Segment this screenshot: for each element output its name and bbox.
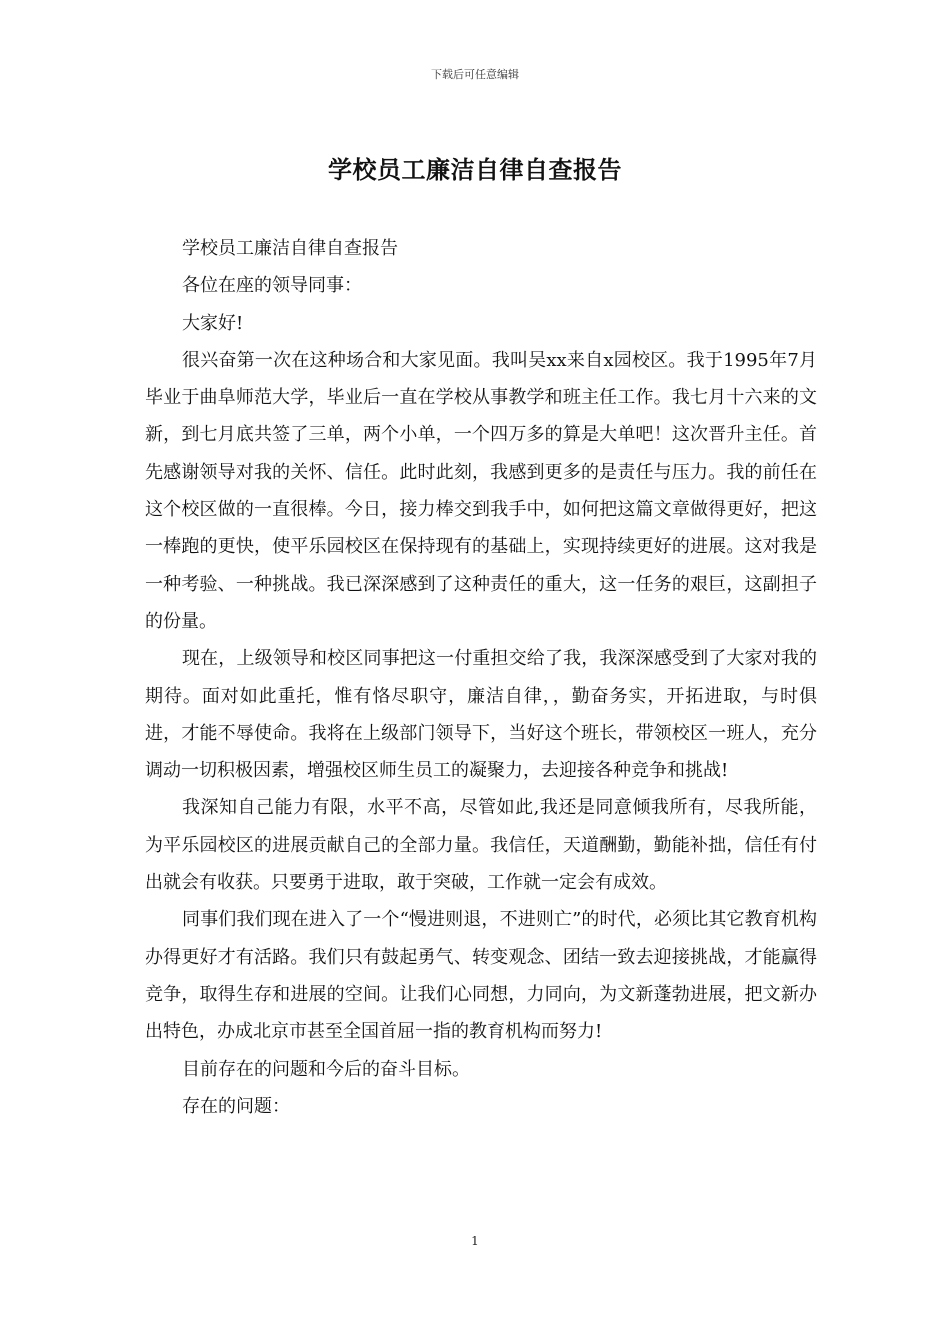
paragraph-introduction: 很兴奋第一次在这种场合和大家见面。我叫吴xx来自x园校区。我于1995年7月毕业于曲阜师范大学，毕业后一直在学校从事教学和班主任工作。我七月十六来的文新，到七月底共签了三单，两个小单，一个四万多的算是大单吧！这次晋升主任。首先感谢领导对我的关怀、信任。此时此刻，我感到更多的是责任与压力。我的前任在这个校区做的一直很棒。今日，接力棒交到我手中，如何把这篇文章做得更好，把这一棒跑的更快，使平乐园校区在保持现有的基础上，实现持续更好的进展。这对我是一种考验、一种挑战。我已深深感到了这种责任的重大，这一任务的艰巨，这副担子的份量。 (145, 349, 817, 632)
paragraph-greeting: 大家好! (182, 312, 244, 334)
paragraph-challenge: 同事们我们现在进入了一个“慢进则退，不进则亡”的时代，必须比其它教育机构办得更好才有活路。我们只有鼓起勇气、转变观念、团结一致去迎接挑战，才能赢得竞争，取得生存和进展的空间。让我们心同想，力同向，为文新蓬勃进展，把文新办出特色，办成北京市甚至全国首屈一指的教育机构而努力! (145, 909, 817, 1043)
paragraph-commitment: 我深知自己能力有限，水平不高，尽管如此,我还是同意倾我所有，尽我所能，为平乐园校区的进展贡献自己的全部力量。我信任，天道酬勤，勤能补拙，信任有付出就会有收获。只要勇于进取，敢于突破，工作就一定会有成效。 (145, 797, 817, 894)
paragraph-problems-heading: 存在的问题： (182, 1095, 290, 1117)
paragraph-subtitle: 学校员工廉洁自律自查报告 (182, 238, 398, 259)
page-number: 1 (471, 1234, 479, 1248)
document-body (145, 230, 817, 1125)
document-title: 学校员工廉洁自律自查报告 (328, 155, 622, 184)
paragraph-responsibility: 现在，上级领导和校区同事把这一付重担交给了我，我深深感受到了大家对我的期待。面对如此重托，惟有恪尽职守，廉洁自律，，勤奋务实，开拓进取，与时俱进，才能不辱使命。我将在上级部门领导下，当好这个班长，带领校区一班人，充分调动一切积极因素，增强校区师生员工的凝聚力，去迎接各种竞争和挑战! (145, 648, 817, 782)
header-note: 下载后可任意编辑 (431, 68, 519, 81)
paragraph-salutation: 各位在座的领导同事： (182, 275, 362, 297)
paragraph-goals-heading: 目前存在的问题和今后的奋斗目标。 (182, 1058, 470, 1080)
